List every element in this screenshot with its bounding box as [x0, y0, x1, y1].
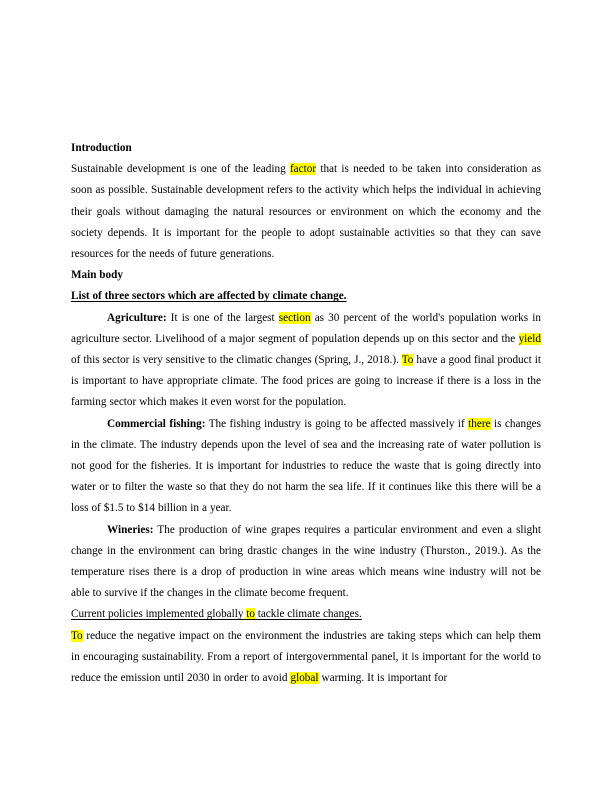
- commercial-fishing-paragraph: [71, 414, 541, 520]
- sectors-heading: [71, 286, 541, 307]
- highlighted-text: To: [401, 354, 414, 367]
- wineries-paragraph: [71, 520, 541, 605]
- text-run: Current policies implemented globally: [71, 608, 247, 621]
- highlighted-text: there: [468, 417, 491, 430]
- text-run: that is needed to be taken into consideration as soon as possible. Sustainable development refers to the activity which helps the individual in achieving their goals without damaging the natural resources or environment on which the economy and the society depends. It is important for the people to adopt sustainable activities so that they can save resources for the needs of future generations.: [71, 163, 541, 261]
- highlighted-text: factor: [289, 163, 317, 176]
- current-policies-paragraph: [71, 626, 541, 690]
- text-run: of this sector is very sensitive to the climatic changes (Spring, J., 2018.).: [71, 354, 402, 367]
- text-run: as 30 percent of the world's population works in agriculture sector. Livelihood of a major segment of population depends up on this sector and the: [71, 311, 541, 345]
- highlighted-text: to: [246, 608, 255, 621]
- text-run: warming. It is important for: [318, 672, 448, 685]
- bold-run: Wineries:: [107, 523, 154, 536]
- highlighted-text: section: [278, 311, 311, 324]
- agriculture-paragraph: [71, 308, 541, 414]
- text-run: Main body: [71, 269, 123, 282]
- text-run: Sustainable development is one of the leading: [71, 163, 290, 176]
- introduction-heading: [71, 138, 541, 159]
- text-run: Introduction: [71, 142, 132, 154]
- text-run: have a good final product it is important to have appropriate climate. The food prices are going to increase if there is a loss in the farming sector which makes it even worst for the population.: [71, 354, 541, 409]
- text-run: List of three sectors which are affected by climate change.: [71, 290, 347, 303]
- text-run: is changes in the climate. The industry depends upon the level of sea and the increasing rate of water pollution is not good for the fisheries. It is important for industries to reduce the waste that is going directly into water or to filter the waste so that they do not harm the sea life. If it continues like this there will be a loss of $1.5 to $14 billion in a year.: [71, 417, 542, 515]
- highlighted-text: To: [71, 629, 83, 642]
- highlighted-text: global: [290, 672, 319, 685]
- current-policies-heading: [71, 604, 541, 625]
- main-body-heading: [71, 265, 541, 286]
- highlighted-text: yield: [518, 332, 541, 345]
- text-run: tackle climate changes.: [254, 608, 362, 621]
- bold-run: Commercial fishing:: [107, 417, 206, 430]
- text-run: It is one of the largest: [166, 311, 279, 324]
- text-run: The fishing industry is going to be affected massively if: [205, 417, 469, 430]
- text-run: The production of wine grapes requires a particular environment and even a slight change in the environment can bring drastic changes in the wine industry (Thurston., 2019.). As the temperature rises there is a drop of production in wine areas which means wine industry will not be able to survive if the changes in the climate become frequent.: [71, 523, 541, 600]
- bold-run: Agriculture:: [107, 311, 167, 324]
- text-run: reduce the negative impact on the environment the industries are taking steps which can help them in encouraging sustainability. From a report of intergovernmental panel, it is important for the world to reduce the emission until 2030 in order to avoid: [71, 629, 541, 685]
- document-body: [71, 138, 541, 689]
- introduction-paragraph: [71, 159, 541, 265]
